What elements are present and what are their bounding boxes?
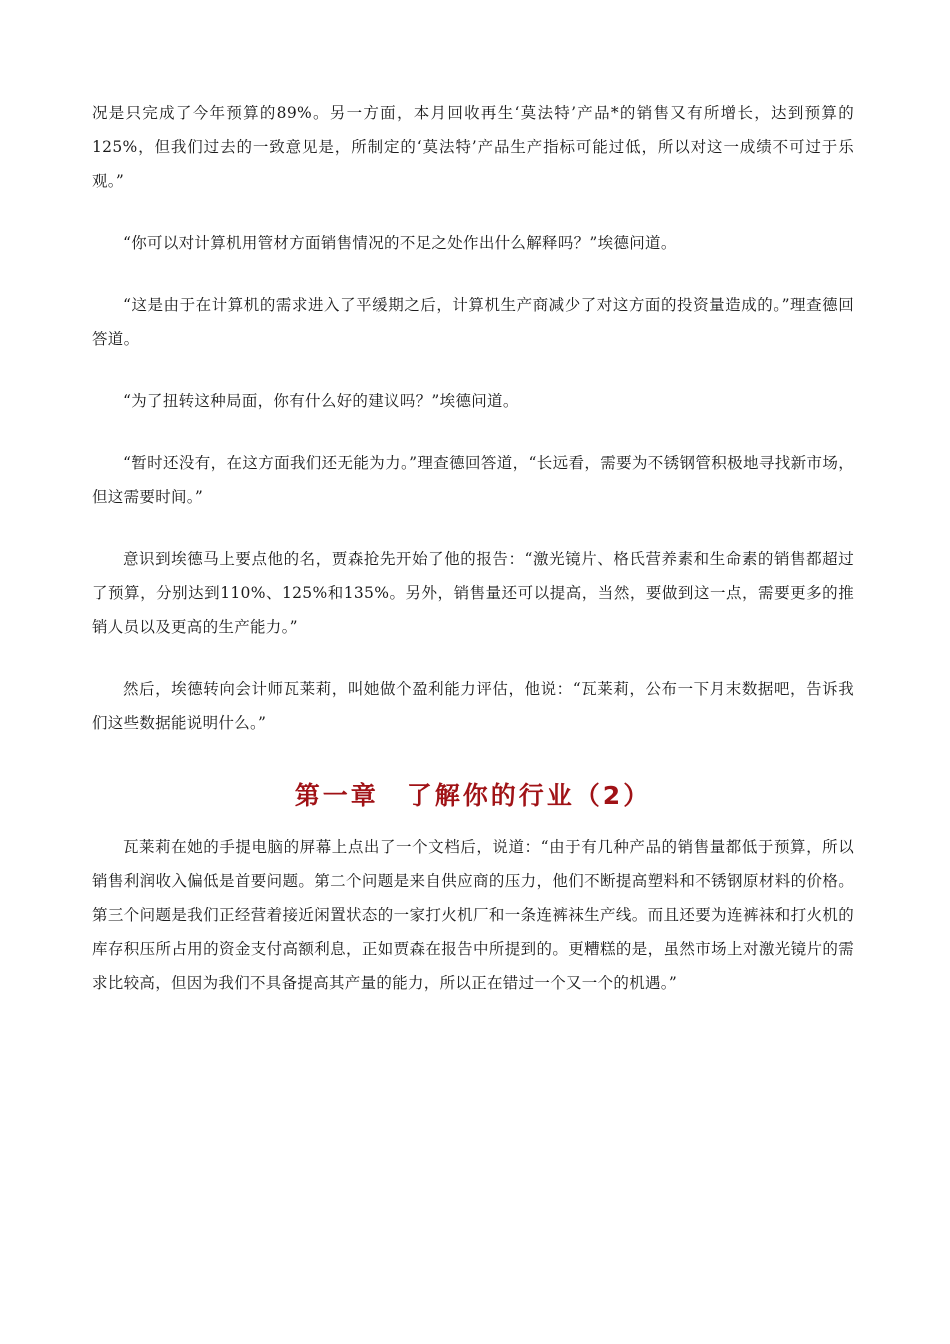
paragraph: “为了扭转这种局面，你有什么好的建议吗？”埃德问道。 [123,392,519,410]
paragraph: “暂时还没有，在这方面我们还无能为力。”理查德回答道，“长远看，需要为不锈钢管积极地寻找新市场，但这需要时间。” [92,454,854,506]
paragraph: 瓦莱莉在她的手提电脑的屏幕上点出了一个文档后，说道：“由于有几种产品的销售量都低于预算，所以销售利润收入偏低是首要问题。第二个问题是来自供应商的压力，他们不断提高塑料和不锈钢原材料的价格。第三个问题是我们正经营着接近闲置状态的一家打火机厂和一条连裤袜生产线。而且还要为连裤袜和打火机的库存积压所占用的资金支付高额利息，正如贾森在报告中所提到的。更糟糕的是，虽然市场上对激光镜片的需求比较高，但因为我们不具备提高其产量的能力，所以正在错过一个又一个的机遇。” [92,838,854,992]
document-page [92,96,854,1000]
paragraph: 意识到埃德马上要点他的名，贾森抢先开始了他的报告：“激光镜片、格氏营养素和生命素的销售都超过了预算，分别达到110%、125%和135%。另外，销售量还可以提高，当然，要做到这一点，需要更多的推销人员以及更高的生产能力。” [92,550,854,636]
paragraph: 况是只完成了今年预算的89%。另一方面，本月回收再生‘莫法特’产品*的销售又有所增长，达到预算的125%，但我们过去的一致意见是，所制定的‘莫法特’产品生产指标可能过低，所以对这一成绩不可过于乐观。” [92,104,854,190]
paragraph: 然后，埃德转向会计师瓦莱莉，叫她做个盈利能力评估，他说：“瓦莱莉，公布一下月末数据吧，告诉我们这些数据能说明什么。” [92,680,854,732]
chapter-title: 第一章 了解你的行业（2） [294,781,652,810]
paragraph: “你可以对计算机用管材方面销售情况的不足之处作出什么解释吗？”埃德问道。 [123,234,677,252]
paragraph: “这是由于在计算机的需求进入了平缓期之后，计算机生产商减少了对这方面的投资量造成的。”理查德回答道。 [92,296,854,348]
